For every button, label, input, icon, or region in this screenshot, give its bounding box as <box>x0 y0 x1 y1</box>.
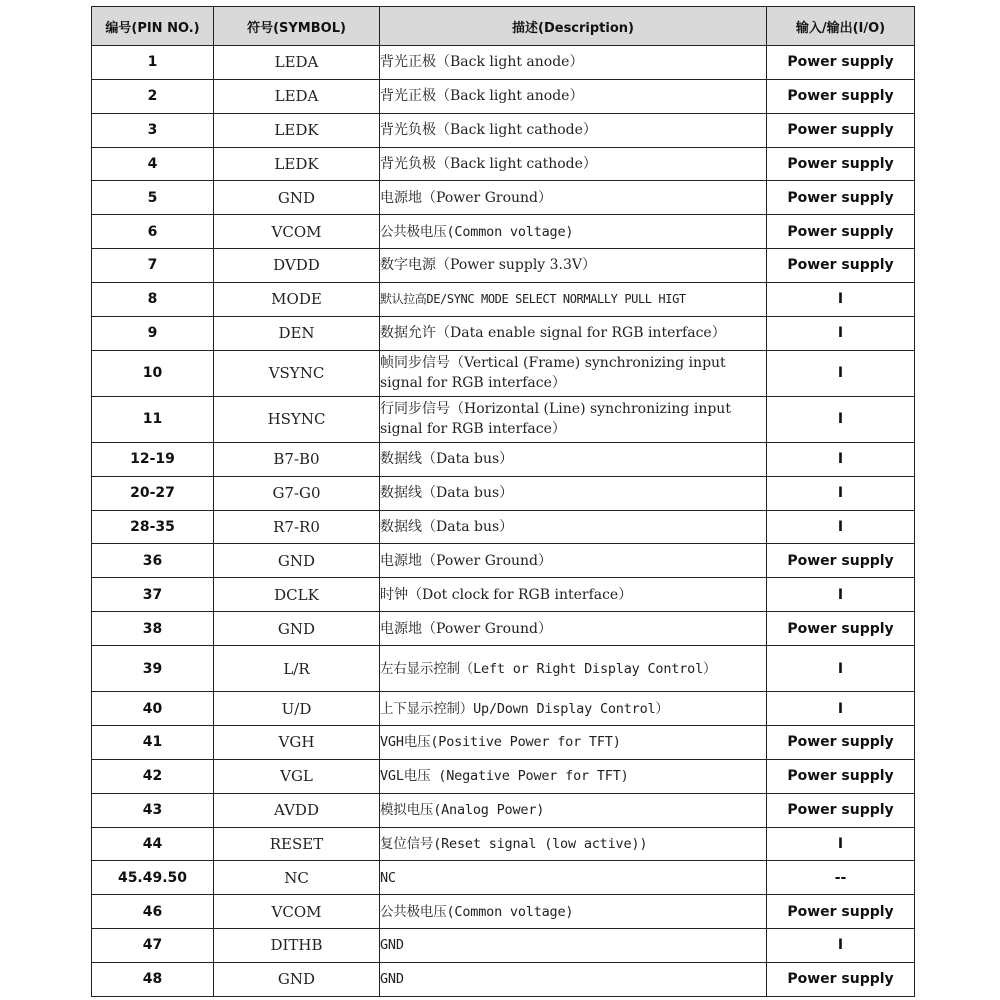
pin-number: 3 <box>92 113 214 147</box>
pin-symbol: GND <box>214 544 380 578</box>
pin-description: 默认拉高DE/SYNC MODE SELECT NORMALLY PULL HIGT <box>380 282 767 316</box>
pin-number: 20-27 <box>92 476 214 510</box>
pin-io: I <box>767 827 915 861</box>
pin-io: Power supply <box>767 962 915 996</box>
pin-description: GND <box>380 962 767 996</box>
pin-description: 电源地（Power Ground） <box>380 612 767 646</box>
pin-description: 左右显示控制（Left or Right Display Control） <box>380 645 767 691</box>
pin-io: I <box>767 645 915 691</box>
pin-number: 43 <box>92 793 214 827</box>
pin-description: VGL电压 (Negative Power for TFT) <box>380 759 767 793</box>
table-row <box>92 578 915 612</box>
pin-description: 数据允许（Data enable signal for RGB interface） <box>380 316 767 350</box>
header-pin-no: 编号(PIN NO.) <box>92 7 214 46</box>
pin-number: 41 <box>92 725 214 759</box>
table-row <box>92 861 915 895</box>
pin-number: 36 <box>92 544 214 578</box>
pin-io: I <box>767 929 915 963</box>
table-row <box>92 46 915 80</box>
pin-symbol: VCOM <box>214 215 380 249</box>
table-row <box>92 181 915 215</box>
pin-number: 39 <box>92 645 214 691</box>
pin-symbol: R7-R0 <box>214 510 380 544</box>
pin-io: Power supply <box>767 895 915 929</box>
table-row <box>92 612 915 646</box>
pin-io: Power supply <box>767 113 915 147</box>
pin-symbol: NC <box>214 861 380 895</box>
pin-symbol: VGH <box>214 725 380 759</box>
pin-io: I <box>767 442 915 476</box>
pin-io: Power supply <box>767 759 915 793</box>
pin-description: 公共极电压(Common voltage) <box>380 895 767 929</box>
table-row <box>92 692 915 726</box>
pin-number: 12-19 <box>92 442 214 476</box>
pin-symbol: L/R <box>214 645 380 691</box>
table-row <box>92 396 915 442</box>
pin-io: Power supply <box>767 544 915 578</box>
table-row <box>92 350 915 396</box>
pin-io: Power supply <box>767 725 915 759</box>
pin-description: 背光正极（Back light anode） <box>380 46 767 80</box>
table-row <box>92 249 915 283</box>
table-row <box>92 645 915 691</box>
pin-description: 时钟（Dot clock for RGB interface） <box>380 578 767 612</box>
pin-io: I <box>767 396 915 442</box>
pin-io: Power supply <box>767 612 915 646</box>
table-row <box>92 725 915 759</box>
header-symbol: 符号(SYMBOL) <box>214 7 380 46</box>
pin-number: 9 <box>92 316 214 350</box>
pin-io: Power supply <box>767 181 915 215</box>
pin-description: 数字电源（Power supply 3.3V） <box>380 249 767 283</box>
pin-number: 1 <box>92 46 214 80</box>
table-row <box>92 316 915 350</box>
pin-description: 背光负极（Back light cathode） <box>380 147 767 181</box>
header-io: 输入/输出(I/O) <box>767 7 915 46</box>
pin-symbol: AVDD <box>214 793 380 827</box>
table-row <box>92 793 915 827</box>
pin-symbol: B7-B0 <box>214 442 380 476</box>
pin-symbol: DITHB <box>214 929 380 963</box>
pin-symbol: U/D <box>214 692 380 726</box>
table-row <box>92 147 915 181</box>
pin-description: 电源地（Power Ground） <box>380 544 767 578</box>
pin-description: 行同步信号（Horizontal (Line) synchronizing input signal for RGB interface） <box>380 396 767 442</box>
pin-io: Power supply <box>767 79 915 113</box>
pin-symbol: RESET <box>214 827 380 861</box>
pin-symbol: GND <box>214 612 380 646</box>
table-row <box>92 895 915 929</box>
pin-io: I <box>767 316 915 350</box>
pin-symbol: VSYNC <box>214 350 380 396</box>
pin-number: 46 <box>92 895 214 929</box>
pin-number: 45.49.50 <box>92 861 214 895</box>
pin-description: 电源地（Power Ground） <box>380 181 767 215</box>
pin-io: I <box>767 692 915 726</box>
pin-symbol: LEDA <box>214 46 380 80</box>
pin-description: 背光正极（Back light anode） <box>380 79 767 113</box>
pin-io: Power supply <box>767 215 915 249</box>
table-row <box>92 476 915 510</box>
pin-definition-table <box>91 6 915 997</box>
pin-symbol: DVDD <box>214 249 380 283</box>
table-row <box>92 510 915 544</box>
pin-number: 40 <box>92 692 214 726</box>
pin-symbol: VGL <box>214 759 380 793</box>
pin-number: 7 <box>92 249 214 283</box>
pin-description: 数据线（Data bus） <box>380 442 767 476</box>
table-header-row <box>92 7 915 46</box>
pin-io: Power supply <box>767 147 915 181</box>
pin-io: I <box>767 510 915 544</box>
table-row <box>92 759 915 793</box>
pin-symbol: MODE <box>214 282 380 316</box>
pin-description: VGH电压(Positive Power for TFT) <box>380 725 767 759</box>
pin-symbol: G7-G0 <box>214 476 380 510</box>
pin-symbol: LEDK <box>214 147 380 181</box>
pin-description: NC <box>380 861 767 895</box>
pin-number: 28-35 <box>92 510 214 544</box>
pin-io: Power supply <box>767 249 915 283</box>
table-row <box>92 544 915 578</box>
pin-number: 6 <box>92 215 214 249</box>
pin-number: 10 <box>92 350 214 396</box>
pin-description: 背光负极（Back light cathode） <box>380 113 767 147</box>
pin-description: 复位信号(Reset signal (low active)) <box>380 827 767 861</box>
pin-io: Power supply <box>767 793 915 827</box>
pin-number: 47 <box>92 929 214 963</box>
pin-io: -- <box>767 861 915 895</box>
pin-number: 44 <box>92 827 214 861</box>
pin-description: 公共极电压(Common voltage) <box>380 215 767 249</box>
table-row <box>92 827 915 861</box>
table-row <box>92 215 915 249</box>
table-row <box>92 282 915 316</box>
pin-description: 数据线（Data bus） <box>380 510 767 544</box>
pin-symbol: DCLK <box>214 578 380 612</box>
pin-number: 37 <box>92 578 214 612</box>
pin-number: 48 <box>92 962 214 996</box>
pin-symbol: GND <box>214 962 380 996</box>
pin-number: 38 <box>92 612 214 646</box>
table-row <box>92 962 915 996</box>
pin-symbol: GND <box>214 181 380 215</box>
table-row <box>92 929 915 963</box>
pin-io: Power supply <box>767 46 915 80</box>
pin-number: 2 <box>92 79 214 113</box>
pin-io: I <box>767 350 915 396</box>
pin-io: I <box>767 476 915 510</box>
pin-symbol: VCOM <box>214 895 380 929</box>
pin-description: 帧同步信号（Vertical (Frame) synchronizing input signal for RGB interface） <box>380 350 767 396</box>
table-row <box>92 442 915 476</box>
pin-description: 模拟电压(Analog Power) <box>380 793 767 827</box>
pin-io: I <box>767 282 915 316</box>
pin-symbol: LEDA <box>214 79 380 113</box>
pin-description: GND <box>380 929 767 963</box>
pin-symbol: LEDK <box>214 113 380 147</box>
pin-symbol: DEN <box>214 316 380 350</box>
pin-description: 数据线（Data bus） <box>380 476 767 510</box>
pin-number: 42 <box>92 759 214 793</box>
table-row <box>92 79 915 113</box>
pin-number: 11 <box>92 396 214 442</box>
pin-io: I <box>767 578 915 612</box>
pin-number: 8 <box>92 282 214 316</box>
pin-number: 5 <box>92 181 214 215</box>
pin-number: 4 <box>92 147 214 181</box>
pin-symbol: HSYNC <box>214 396 380 442</box>
header-description: 描述(Description) <box>380 7 767 46</box>
pin-description: 上下显示控制）Up/Down Display Control） <box>380 692 767 726</box>
table-row <box>92 113 915 147</box>
